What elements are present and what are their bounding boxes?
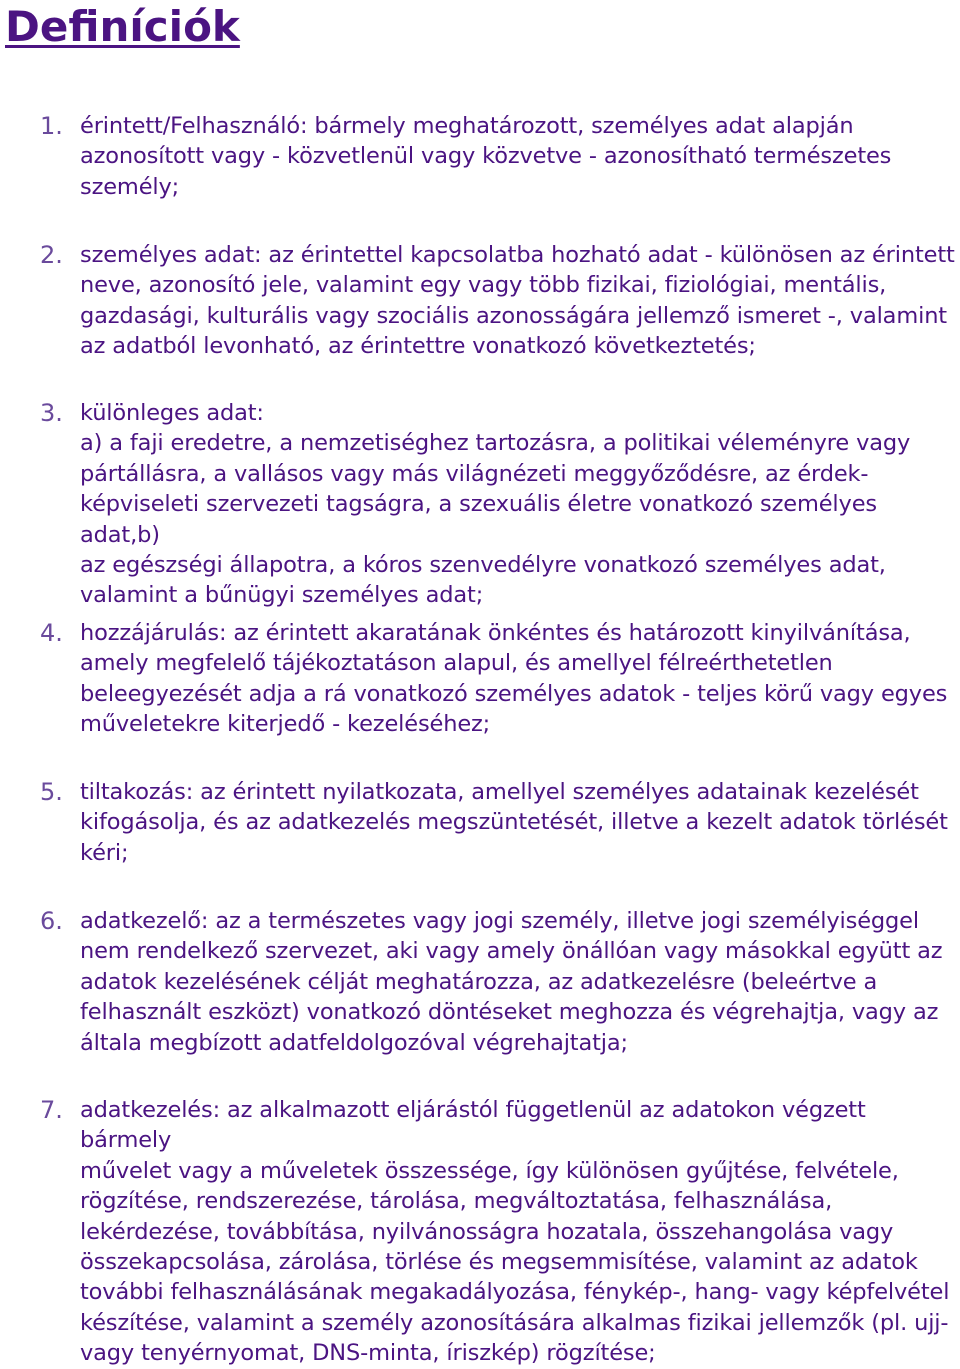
item-number: 7. bbox=[40, 1096, 63, 1124]
item-number: 1. bbox=[40, 112, 63, 140]
item-text: adatkezelés: az alkalmazott eljárástól függetlenül az adatokon végzett bármely művelet vagy a műveletek összessége, így különösen gyűjtése, felvétele, rögzítése, rendszerezése, tárolása, megváltoztatása, felhasználása, lekérdezése, továbbítása, nyilvánosságra hozatala, összehangolása vagy összekapcsolása, zárolása, törlése és megsemmisítése, valamint az adatok további felhasználásának megakadályozása, fénykép-, hang- vagy képfelvétel készítése, valamint a személy azonosítására alkalmas fizikai jellemzők (pl. ujj- vagy tenyérnyomat, DNS-minta, íriszkép) rögzítése; bbox=[80, 1097, 950, 1367]
item-text: érintett/Felhasználó: bármely meghatározott, személyes adat alapján azonosított vagy - közvetlenül vagy közvetve - azonosítható természetes személy; bbox=[80, 113, 892, 200]
item-text: adatkezelő: az a természetes vagy jogi személy, illetve jogi személyiséggel nem rendelkező szervezet, aki vagy amely önállóan vagy másokkal együtt az adatok kezelésének célját meghatározza, az adatkezelésre (beleértve a felhasznált eszközt) vonatkozó döntéseket meghozza és végrehajtja, vagy az általa megbízott adatfeldolgozóval végrehajtatja; bbox=[80, 908, 943, 1056]
item-text: különleges adat: a) a faji eredetre, a nemzetiséghez tartozásra, a politikai véleményre vagy pártállásra, a vallásos vagy más világnézeti meggyőződésre, az érdek- képviseleti szervezeti tagságra, a szexuális életre vonatkozó személyes adat,b) az egészségi állapotra, a kóros szenvedélyre vonatkozó személyes adat, valamint a bűnügyi személyes adat; bbox=[80, 400, 911, 609]
item-text: hozzájárulás: az érintett akaratának önkéntes és határozott kinyilvánítása, amely megfelelő tájékoztatáson alapul, és amellyel félreérthetetlen beleegyezését adja a rá vonatkozó személyes adatok - teljes körű vagy egyes műveletekre kiterjedő - kezeléséhez; bbox=[80, 620, 948, 738]
item-number: 2. bbox=[40, 241, 63, 269]
page-title: Definíciók bbox=[5, 2, 240, 51]
item-text: tiltakozás: az érintett nyilatkozata, amellyel személyes adatainak kezelését kifogásolja, és az adatkezelés megszüntetését, illetve a kezelt adatok törlését kéri; bbox=[80, 779, 948, 866]
item-number: 4. bbox=[40, 619, 63, 647]
item-number: 5. bbox=[40, 778, 63, 806]
item-text: személyes adat: az érintettel kapcsolatba hozható adat - különösen az érintett neve, azonosító jele, valamint egy vagy több fizikai, fiziológiai, mentális, gazdasági, kulturális vagy szociális azonosságára jellemző ismeret -, valamint az adatból levonható, az érintettre vonatkozó következtetés; bbox=[80, 242, 955, 360]
item-number: 3. bbox=[40, 399, 63, 427]
item-number: 6. bbox=[40, 907, 63, 935]
